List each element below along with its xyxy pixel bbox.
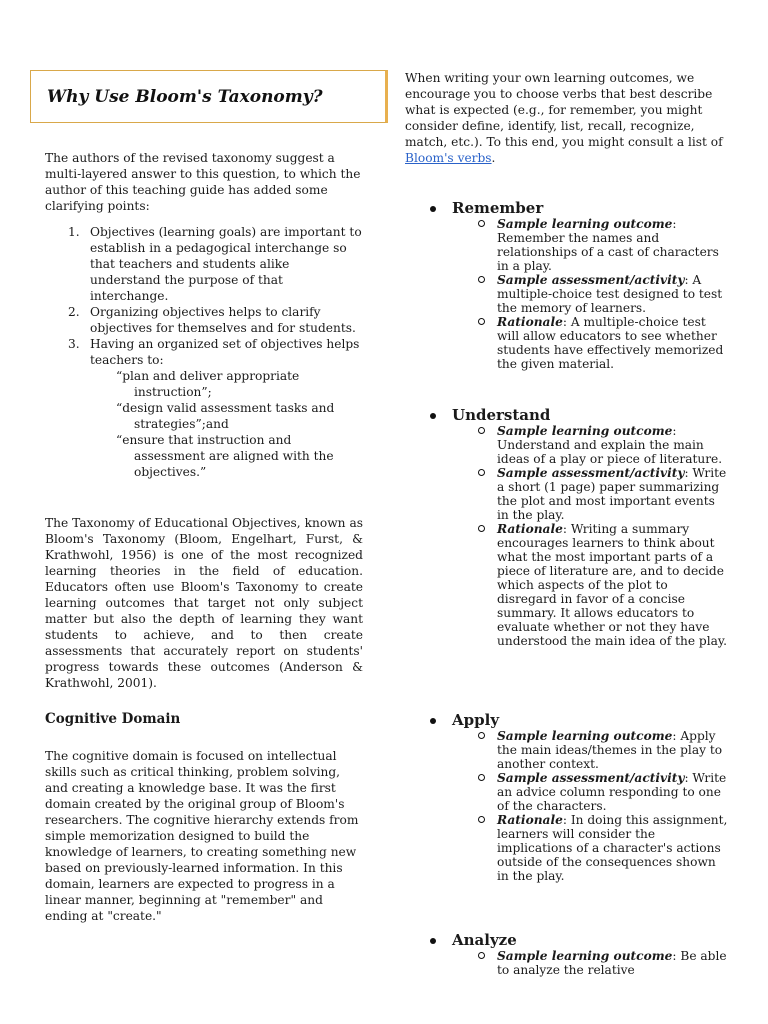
item-label: Sample learning outcome bbox=[497, 217, 673, 231]
item-text: Understand and explain the main ideas of a play or piece of literature. bbox=[497, 438, 723, 466]
list-number: 1. bbox=[68, 225, 80, 239]
item-label: Sample assessment/activity bbox=[497, 771, 685, 785]
list-item-text: Objectives (learning goals) are important to establish in a pedagogical interchange so that teachers and students alike understand the purpose of that interchange. bbox=[90, 225, 362, 303]
quote-line: “plan and deliver appropriate instruction”; bbox=[116, 369, 300, 399]
level-item: Sample learning outcome: Remember the names and relationships of a cast of characters in a play. bbox=[428, 217, 728, 273]
blooms-verbs-link[interactable]: Bloom's verbs bbox=[405, 151, 492, 165]
list-item bbox=[68, 304, 363, 336]
level-item: Rationale: Writing a summary encourages learners to think about what the most important parts of a piece of literature are, and to decide which aspects of the plot to disregard in favor of a concise summary. It allows educators to evaluate whether or not they have understood the main idea of the play. bbox=[428, 522, 728, 648]
list-item-text: Having an organized set of objectives helps teachers to: bbox=[90, 337, 360, 367]
item-label: Sample assessment/activity bbox=[497, 466, 685, 480]
level-name: Analyze bbox=[452, 931, 517, 949]
taxonomy-paragraph: The Taxonomy of Educational Objectives, known as Bloom's Taxonomy (Bloom, Engelhart, Furst, & Krathwohl, 1956) is one of the most recognized learning theories in the field of education. Educators often use Bloom's Taxonomy to create learning outcomes that target not only subject matter but also the depth of learning they want students to achieve, and to then create assessments that accurately report on students' progress towards these outcomes (Anderson & Krathwohl, 2001). bbox=[45, 516, 363, 690]
bullet-icon bbox=[430, 938, 436, 944]
level-item: Sample assessment/activity: A multiple-choice test designed to test the memory of learners. bbox=[428, 273, 728, 315]
bullet-icon bbox=[430, 413, 436, 419]
level-heading bbox=[428, 931, 728, 949]
bullet-icon bbox=[430, 206, 436, 212]
circle-bullet-icon bbox=[478, 276, 485, 283]
level-name: Apply bbox=[452, 711, 500, 729]
item-text: Apply the main ideas/themes in the play to another context. bbox=[497, 729, 723, 771]
circle-bullet-icon bbox=[478, 427, 485, 434]
circle-bullet-icon bbox=[478, 816, 485, 823]
page-title: Why Use Bloom's Taxonomy? bbox=[47, 87, 323, 107]
item-text: In doing this assignment, learners will consider the implications of a character's actions outside of the consequences shown in the play. bbox=[497, 813, 728, 883]
item-text: Remember the names and relationships of a cast of characters in a play. bbox=[497, 231, 719, 273]
item-label: Sample learning outcome bbox=[497, 949, 673, 963]
list-item bbox=[68, 224, 363, 304]
level-item: Sample assessment/activity: Write a short (1 page) paper summarizing the plot and most important events in the play. bbox=[428, 466, 728, 522]
circle-bullet-icon bbox=[478, 952, 485, 959]
level-item: Sample learning outcome: Be able to analyze the relative bbox=[428, 949, 728, 977]
item-text: Write a short (1 page) paper summarizing the plot and most important events in the play. bbox=[497, 466, 727, 522]
intro-paragraph: The authors of the revised taxonomy suggest a multi-layered answer to this question, to which the author of this teaching guide has added some clarifying points: bbox=[45, 151, 361, 213]
circle-bullet-icon bbox=[478, 732, 485, 739]
points-list bbox=[45, 224, 363, 480]
title-box bbox=[30, 70, 388, 123]
cognitive-paragraph: The cognitive domain is focused on intellectual skills such as critical thinking, problem solving, and creating a knowledge base. It was the first domain created by the original group of Bloom's researchers. The cognitive hierarchy extends from simple memorization designed to build the knowledge of learners, to creating something new based on previously-learned information. In this domain, learners are expected to progress in a linear manner, beginning at "remember" and ending at "create." bbox=[45, 749, 359, 923]
quote-line: “design valid assessment tasks and strategies”;and bbox=[116, 401, 335, 431]
level-item: Rationale: A multiple-choice test will allow educators to see whether students have effectively memorized the given material. bbox=[428, 315, 728, 371]
list-item-text: Organizing objectives helps to clarify objectives for themselves and for students. bbox=[90, 305, 356, 335]
item-text: Writing a summary encourages learners to think about what the most important parts of a piece of literature are, and to decide which aspects of the plot to disregard in favor of a concise summary. It allows educators to evaluate whether or not they have understood the main idea of the play. bbox=[497, 522, 728, 648]
circle-bullet-icon bbox=[478, 774, 485, 781]
level-heading bbox=[428, 199, 728, 217]
cognitive-domain-heading: Cognitive Domain bbox=[45, 711, 181, 727]
item-label: Rationale bbox=[497, 813, 563, 827]
quote-list bbox=[90, 368, 363, 480]
item-label: Rationale bbox=[497, 522, 563, 536]
circle-bullet-icon bbox=[478, 220, 485, 227]
quote-line: “ensure that instruction and assessment are aligned with the objectives.” bbox=[116, 433, 334, 479]
list-number: 3. bbox=[68, 337, 80, 351]
level-item: Sample assessment/activity: Write an advice column responding to one of the characters. bbox=[428, 771, 728, 813]
circle-bullet-icon bbox=[478, 525, 485, 532]
level-remember bbox=[428, 199, 728, 371]
bullet-icon bbox=[430, 718, 436, 724]
level-item: Sample learning outcome: Apply the main ideas/themes in the play to another context. bbox=[428, 729, 728, 771]
level-item: Sample learning outcome: Understand and explain the main ideas of a play or piece of literature. bbox=[428, 424, 728, 466]
item-text: A multiple-choice test designed to test the memory of learners. bbox=[497, 273, 723, 315]
level-item: Rationale: In doing this assignment, learners will consider the implications of a character's actions outside of the consequences shown in the play. bbox=[428, 813, 728, 883]
level-heading bbox=[428, 406, 728, 424]
level-name: Understand bbox=[452, 406, 551, 424]
right-intro-paragraph bbox=[405, 70, 725, 166]
level-heading bbox=[428, 711, 728, 729]
level-apply bbox=[428, 711, 728, 883]
item-label: Rationale bbox=[497, 315, 563, 329]
level-name: Remember bbox=[452, 199, 544, 217]
right-intro-end: . bbox=[491, 151, 496, 165]
level-analyze bbox=[428, 931, 728, 977]
list-item bbox=[68, 336, 363, 480]
level-understand bbox=[428, 406, 728, 648]
item-label: Sample assessment/activity bbox=[497, 273, 685, 287]
list-number: 2. bbox=[68, 305, 80, 319]
item-label: Sample learning outcome bbox=[497, 424, 673, 438]
circle-bullet-icon bbox=[478, 469, 485, 476]
right-intro-text: When writing your own learning outcomes, we encourage you to choose verbs that best describe what is expected (e.g., for remember, you might consider define, identify, list, recall, recognize, match, etc.). To this end, you might consult a list of bbox=[405, 71, 723, 149]
item-text: A multiple-choice test will allow educators to see whether students have effectively memorized the given material. bbox=[497, 315, 724, 371]
item-label: Sample learning outcome bbox=[497, 729, 673, 743]
circle-bullet-icon bbox=[478, 318, 485, 325]
item-text: Be able to analyze the relative bbox=[497, 949, 727, 977]
item-text: Write an advice column responding to one of the characters. bbox=[497, 771, 727, 813]
